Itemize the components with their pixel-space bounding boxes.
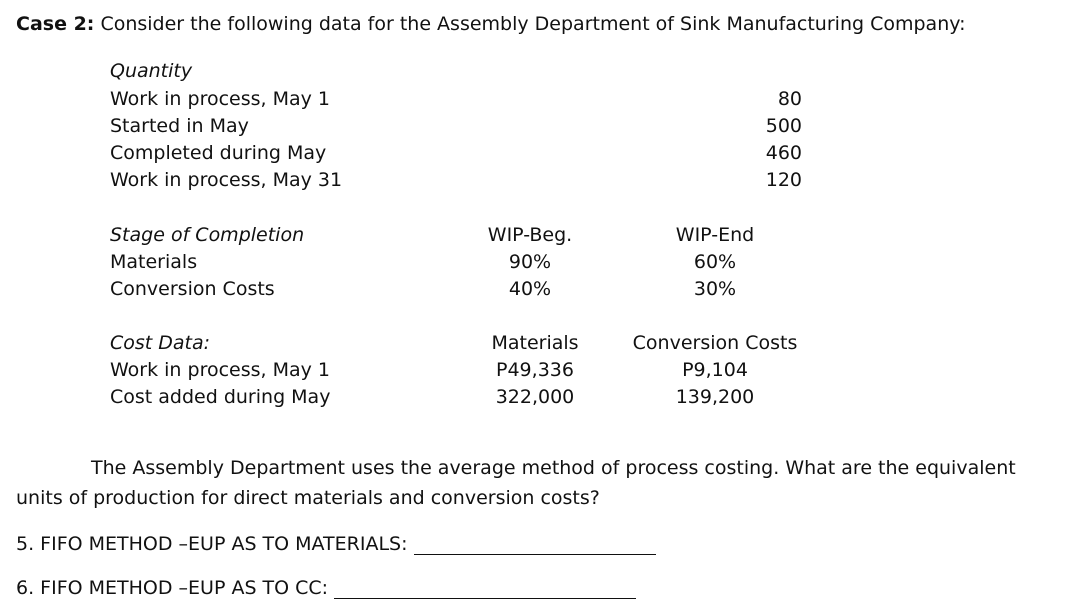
question-6-text: 6. FIFO METHOD –EUP AS TO CC: [16, 577, 329, 599]
stage-col-wip-end: WIP-End [675, 224, 755, 246]
question-5-text: 5. FIFO METHOD –EUP AS TO MATERIALS: [16, 533, 408, 555]
cost-row-materials: P49,336 [496, 359, 574, 381]
stage-row-end: 30% [693, 278, 737, 300]
cost-col-conversion: Conversion Costs [632, 332, 798, 354]
answer-blank-materials[interactable] [414, 534, 656, 555]
quantity-row-value: 460 [765, 142, 802, 164]
question-paragraph-line1: The Assembly Department uses the average method of process costing. What are the equivalent [91, 457, 1016, 479]
stage-row-label: Materials [110, 251, 198, 273]
cost-row-label: Cost added during May [110, 386, 331, 408]
quantity-row-label: Work in process, May 31 [110, 169, 343, 191]
quantity-row-value: 500 [765, 115, 802, 137]
cost-row-conversion: P9,104 [682, 359, 748, 381]
question-paragraph-line2: units of production for direct materials and conversion costs? [16, 487, 600, 509]
case-label: Case 2: [16, 13, 95, 35]
quantity-row-label: Work in process, May 1 [110, 88, 331, 110]
quantity-row-value: 80 [777, 88, 802, 110]
case-text: Consider the following data for the Assembly Department of Sink Manufacturing Company: [94, 13, 966, 35]
stage-col-wip-beg: WIP-Beg. [487, 224, 573, 246]
quantity-heading: Quantity [110, 60, 193, 82]
stage-row-label: Conversion Costs [110, 278, 275, 300]
stage-row-end: 60% [693, 251, 737, 273]
cost-col-materials: Materials [491, 332, 579, 354]
stage-row-beg: 90% [508, 251, 552, 273]
stage-row-beg: 40% [508, 278, 552, 300]
question-6 [16, 577, 636, 599]
case-title [16, 13, 966, 35]
quantity-row-label: Started in May [110, 115, 249, 137]
answer-blank-cc[interactable] [334, 578, 636, 599]
quantity-row-value: 120 [765, 169, 802, 191]
question-5 [16, 533, 656, 555]
cost-row-materials: 322,000 [495, 386, 575, 408]
cost-row-conversion: 139,200 [675, 386, 755, 408]
cost-row-label: Work in process, May 1 [110, 359, 331, 381]
stage-heading: Stage of Completion [110, 224, 305, 246]
cost-heading: Cost Data: [110, 332, 211, 354]
quantity-row-label: Completed during May [110, 142, 327, 164]
